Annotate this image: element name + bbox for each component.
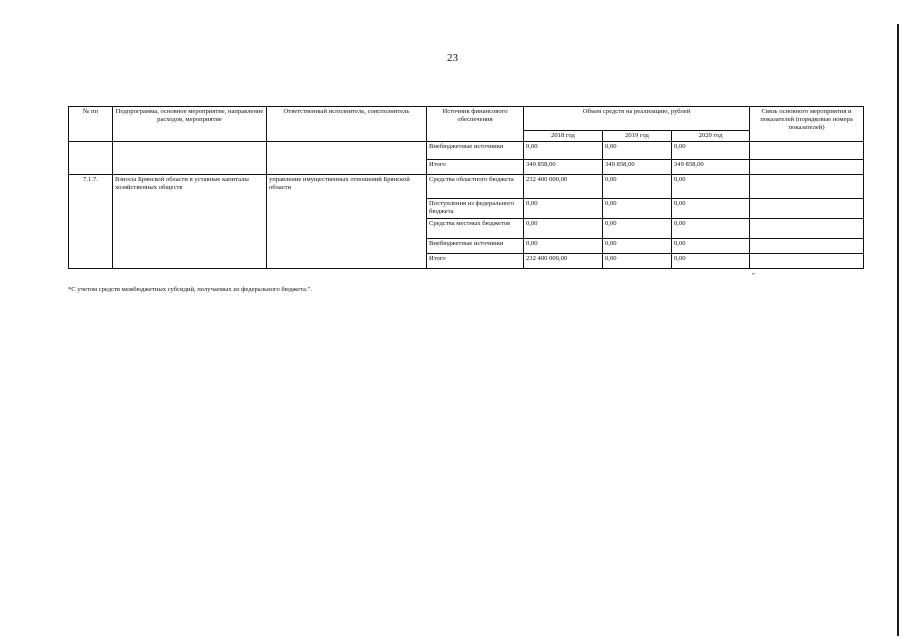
cell-value-2020: 0,00 xyxy=(672,218,750,238)
cell-value-2018: 0,00 xyxy=(524,238,603,253)
cell-value-2020: 0,00 xyxy=(672,198,750,218)
table-row xyxy=(69,174,864,198)
page-edge-line xyxy=(897,24,899,636)
cell-link xyxy=(750,218,864,238)
cell-source: Средства местных бюджетов xyxy=(427,218,524,238)
cell-value-2020: 0,00 xyxy=(672,238,750,253)
cell-source: Поступления из федерального бюджета xyxy=(427,198,524,218)
cell-value-2020: 349 858,00 xyxy=(672,159,750,174)
cell-value-2019: 0,00 xyxy=(603,238,672,253)
cell-link xyxy=(750,253,864,268)
cell-value-2018: 0,00 xyxy=(524,198,603,218)
cell-source: Средства областного бюджета xyxy=(427,174,524,198)
header-year-2020: 2020 год xyxy=(672,131,750,142)
header-year-2019: 2019 год xyxy=(603,131,672,142)
header-num: № пп xyxy=(69,107,113,142)
cell-value-2019: 0,00 xyxy=(603,141,672,159)
cell-value-2018: 232 400 000,00 xyxy=(524,253,603,268)
cell-value-2019: 0,00 xyxy=(603,253,672,268)
header-source: Источник финансового обеспечения xyxy=(427,107,524,142)
cell-link xyxy=(750,238,864,253)
cell-link xyxy=(750,159,864,174)
cell-value-2019: 0,00 xyxy=(603,218,672,238)
cell-source: Итого xyxy=(427,159,524,174)
header-link: Связь основного мероприятия и показателей (порядковые номера показателей) xyxy=(750,107,864,142)
header-volume: Объем средств на реализацию, рублей xyxy=(524,107,750,131)
header-executor: Ответственный исполнитель, соисполнитель xyxy=(267,107,427,142)
cell-value-2018: 232 400 000,00 xyxy=(524,174,603,198)
cell-value-2018: 349 858,00 xyxy=(524,159,603,174)
cell-value-2019: 0,00 xyxy=(603,174,672,198)
cell-source: Внебюджетные источники xyxy=(427,141,524,159)
cell-subprogram-empty xyxy=(113,141,267,174)
page-number: 23 xyxy=(447,52,458,64)
cell-executor-empty xyxy=(267,141,427,174)
cell-value-2019: 0,00 xyxy=(603,198,672,218)
table-row xyxy=(69,141,864,159)
cell-value-2020: 0,00 xyxy=(672,253,750,268)
cell-item-name: Взносы Брянской области в уставные капиталы хозяйственных обществ xyxy=(113,174,267,268)
cell-link xyxy=(750,141,864,159)
cell-source: Внебюджетные источники xyxy=(427,238,524,253)
header-year-2018: 2018 год xyxy=(524,131,603,142)
cell-item-num: 7.1.7. xyxy=(69,174,113,268)
cell-value-2020: 0,00 xyxy=(672,141,750,159)
cell-link xyxy=(750,174,864,198)
budget-table xyxy=(68,106,864,269)
cell-value-2018: 0,00 xyxy=(524,141,603,159)
cell-value-2018: 0,00 xyxy=(524,218,603,238)
footnote: *С учетом средств межбюджетных субсидий, получаемых из федерального бюджета.". xyxy=(68,286,312,293)
cell-link xyxy=(750,198,864,218)
cell-value-2020: 0,00 xyxy=(672,174,750,198)
cell-item-executor: управление имущественных отношений Брянской области xyxy=(267,174,427,268)
cell-num-empty xyxy=(69,141,113,174)
cell-value-2019: 349 858,00 xyxy=(603,159,672,174)
closing-quote-mark: " xyxy=(752,272,755,280)
cell-source: Итого xyxy=(427,253,524,268)
header-subprogram: Подпрограмма, основное мероприятие, направление расходов, мероприятие xyxy=(113,107,267,142)
